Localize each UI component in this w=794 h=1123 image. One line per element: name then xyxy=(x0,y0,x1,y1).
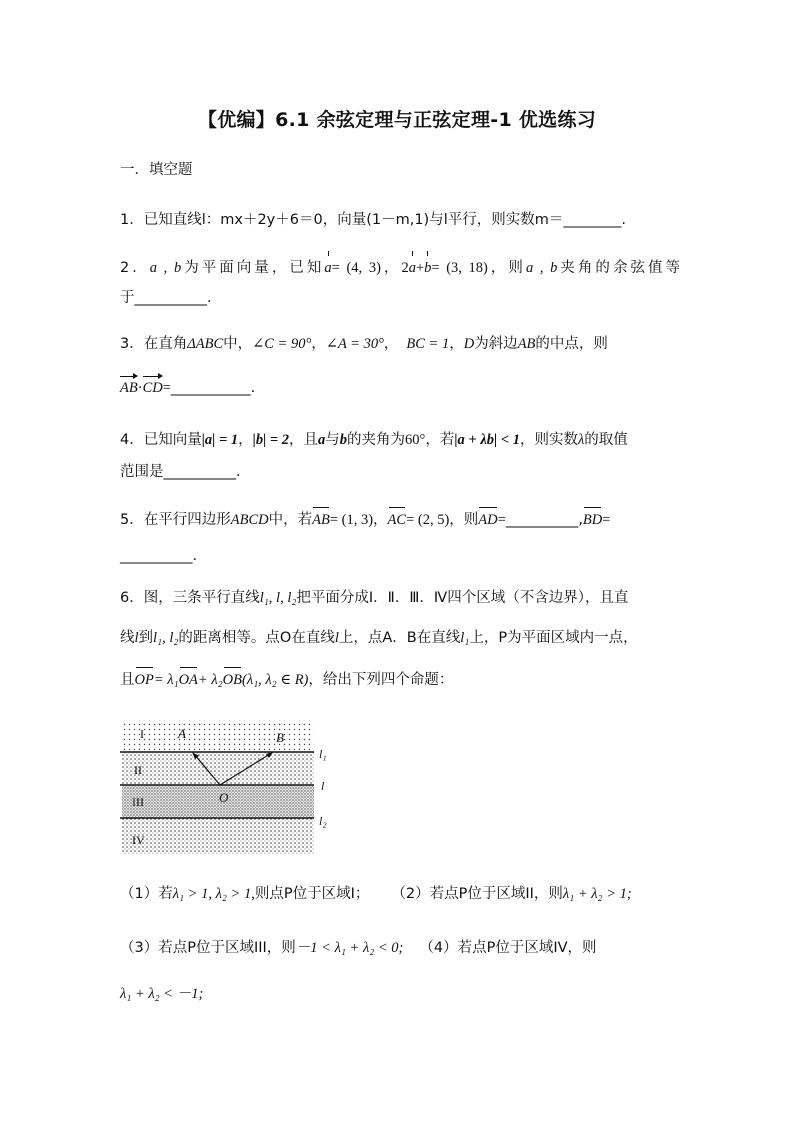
q3-equals: = xyxy=(162,380,171,396)
q6-text-1b: 把平面分成Ⅰ．Ⅱ．Ⅲ．Ⅳ四个区域（不含边界），且直 xyxy=(296,590,629,606)
q5-vector-ac: AC xyxy=(387,512,407,528)
q6-lines-l1-l2: l₁, l₂ xyxy=(153,630,179,646)
q2-end: ． xyxy=(207,290,222,306)
question-1 xyxy=(120,210,680,230)
q6-text-2b: 到 xyxy=(138,630,154,646)
q1-answer-blank[interactable]: ________ xyxy=(563,212,622,228)
question-5-line-2 xyxy=(120,546,680,566)
q6-vector-ob: OB xyxy=(222,672,242,688)
q4-end: ． xyxy=(236,464,251,480)
q5-equals-2: = xyxy=(602,512,611,528)
q2-vectors-ab-2: a , b xyxy=(525,260,558,276)
q3-side-bc: BC = 1 xyxy=(406,336,450,352)
q3-text-f: 的中点，则 xyxy=(535,336,608,352)
prop-4-text: （4）若点P位于区域IV，则 xyxy=(419,940,597,956)
q5-vector-ab: AB xyxy=(312,512,330,528)
line-l1-label: l₁ xyxy=(319,747,327,761)
q2-number: 2． xyxy=(120,260,150,276)
q5-value-2: = (2, 5) xyxy=(406,512,450,528)
q6-text-2d: 上，点A．B在直线 xyxy=(338,630,461,646)
q6-line-l1: l₁ xyxy=(460,630,470,646)
question-5-line-1 xyxy=(120,510,680,530)
prop-3-math: －1 < λ₁ + λ₂ < 0; xyxy=(295,940,404,956)
q2-vectors-ab: a , b xyxy=(149,260,182,276)
q5-text-b: 中，若 xyxy=(268,512,313,528)
q2-text-1: 为平面向量，已知 xyxy=(181,260,325,276)
question-3-line-1 xyxy=(120,334,680,354)
q2-vector-a2: a xyxy=(408,260,416,276)
prop-1-text: （1）若 xyxy=(120,886,173,902)
q1-end: . xyxy=(621,212,626,228)
region-3-label: III xyxy=(132,795,144,809)
q6-text-2a: 线 xyxy=(120,630,135,646)
region-2-fill xyxy=(122,752,314,785)
parallel-lines-figure xyxy=(118,718,334,858)
q6-condition: (λ₁, λ₂ ∈ R) xyxy=(242,672,309,688)
q3-point-d: D xyxy=(463,336,475,352)
q6-line-l: l xyxy=(134,630,139,646)
q3-text-a: 3．在直角 xyxy=(120,336,188,352)
q3-angle-a: ∠A = 30° xyxy=(325,336,384,352)
q4-text-h: 范围是 xyxy=(120,464,164,480)
q3-vector-ab: AB xyxy=(120,380,138,396)
section-heading: 一．填空题 xyxy=(120,162,193,178)
q5-answer-blank-1[interactable]: __________ xyxy=(505,512,579,528)
question-6-line-1 xyxy=(120,588,680,608)
prop-3-text: （3）若点P位于区域III，则 xyxy=(120,940,296,956)
q3-end: . xyxy=(250,380,256,396)
proposition-line-3 xyxy=(120,984,680,1004)
q6-lines: l₁, l, l₂ xyxy=(259,590,297,606)
q4-answer-blank[interactable]: __________ xyxy=(163,464,236,480)
q2-vector-b2: b xyxy=(424,260,432,276)
q6-text-2c: 的距离相等。点O在直线 xyxy=(178,630,335,646)
q6-text-3b: ，给出下列四个命题： xyxy=(308,672,454,688)
q4-text-a: 4．已知向量 xyxy=(120,432,202,448)
region-2-label: II xyxy=(134,763,142,777)
q4-vector-a: a xyxy=(318,432,326,448)
q2-value-2: = (3, 18)，则 xyxy=(431,260,526,276)
q4-text-c: 与 xyxy=(325,432,340,448)
question-2-line-2 xyxy=(120,288,680,308)
q4-vector-b: b xyxy=(339,432,348,448)
region-1-fill xyxy=(122,720,314,752)
q5-vector-ad: AD xyxy=(478,512,498,528)
q3-segment-ab: AB xyxy=(517,336,536,352)
region-4-label: IV xyxy=(132,833,145,847)
q5-text-a: 5．在平行四边形 xyxy=(120,512,231,528)
q5-parallelogram: ABCD xyxy=(230,512,269,528)
q4-abs-a: |a| = 1 xyxy=(201,432,239,448)
q3-vector-cd: CD xyxy=(142,380,163,396)
q5-text-c: ， xyxy=(373,512,388,528)
q3-answer-blank[interactable]: ___________ xyxy=(170,380,251,396)
q5-answer-blank-2[interactable]: __________ xyxy=(120,548,193,564)
q2-text-3: 于 xyxy=(120,290,135,306)
q6-plus-lambda2: + λ₂ xyxy=(197,672,223,688)
q6-text-3a: 且 xyxy=(120,672,135,688)
q1-text: 1．已知直线l：mx＋2y＋6＝0，向量(1－m,1)与l平行，则实数m＝ xyxy=(120,212,564,228)
q4-text-d: 的夹角为 xyxy=(347,432,406,448)
q4-text-g: 的取值 xyxy=(584,432,628,448)
q5-equals-1: = xyxy=(497,512,506,528)
q5-comma: , xyxy=(578,512,583,528)
q5-end: . xyxy=(192,548,198,564)
q6-vector-oa: OA xyxy=(178,672,198,688)
q6-vector-op: OP xyxy=(134,672,154,688)
question-6-line-2 xyxy=(120,628,680,648)
prop-1-math: λ₁ > 1, λ₂ > 1, xyxy=(172,886,255,902)
question-4-line-2 xyxy=(120,462,680,482)
question-4-line-1 xyxy=(120,430,680,450)
q4-inequality: |a + λb| < 1 xyxy=(454,432,520,448)
q5-value-1: = (1, 3) xyxy=(329,512,374,528)
point-o-label: O xyxy=(219,790,229,805)
q3-angle-c: ∠C = 90° xyxy=(252,336,312,352)
q4-angle: 60° xyxy=(405,432,426,448)
region-1-label: I xyxy=(140,727,144,741)
q4-text-f: ，则实数 xyxy=(519,432,578,448)
point-a-label: A xyxy=(178,726,186,741)
question-6-line-3 xyxy=(120,670,680,690)
prop-2-text: （2）若点P位于区域II，则 xyxy=(391,886,563,902)
q3-comma-2: ， xyxy=(383,336,399,352)
point-b-label: B xyxy=(276,730,284,745)
q2-plus: + xyxy=(415,260,425,276)
region-3-fill xyxy=(122,785,314,818)
q4-sep: ， xyxy=(238,432,253,448)
line-l-label: l xyxy=(321,779,325,793)
q3-comma-1: ， xyxy=(311,336,326,352)
proposition-line-2 xyxy=(120,938,680,958)
line-l2-label: l₂ xyxy=(319,814,327,828)
question-2-line-1 xyxy=(120,258,680,278)
prop-2-math: λ₁ + λ₂ > 1; xyxy=(562,886,632,902)
q6-text-2e: 上，P为平面区域内一点， xyxy=(469,630,638,646)
q2-value-1: = (4, 3)， xyxy=(331,260,402,276)
q3-text-b: 中， xyxy=(223,336,253,352)
q6-text-1a: 6．图，三条平行直线 xyxy=(120,590,260,606)
q5-text-d: ，则 xyxy=(449,512,479,528)
q5-vector-bd: BD xyxy=(582,512,603,528)
q4-text-b: ，且 xyxy=(289,432,319,448)
q2-vector-a: a xyxy=(324,260,332,276)
q3-text-e: 为斜边 xyxy=(474,336,518,352)
q4-abs-b: |b| = 2 xyxy=(252,432,290,448)
question-3-line-2 xyxy=(120,378,680,398)
q2-text-2: 夹角的余弦值等 xyxy=(557,260,681,276)
q2-answer-blank[interactable]: __________ xyxy=(134,290,207,306)
q2-coef: 2 xyxy=(401,260,409,276)
prop-1-text-b: 则点P位于区域Ⅰ； xyxy=(254,886,370,902)
q3-dot: · xyxy=(137,380,143,396)
region-4-fill xyxy=(122,818,314,854)
proposition-line-1 xyxy=(120,884,680,904)
page-title: 【优编】6.1 余弦定理与正弦定理-1 优选练习 xyxy=(197,109,597,131)
q6-eq-lambda1: = λ₁ xyxy=(153,672,179,688)
q4-text-e: ，若 xyxy=(425,432,455,448)
q4-lambda: λ xyxy=(577,432,585,448)
q6-line-l-2: l xyxy=(334,630,339,646)
prop-4-math: λ₁ + λ₂ < －1; xyxy=(120,986,204,1002)
q3-comma-3: ， xyxy=(449,336,464,352)
q3-triangle: ΔABC xyxy=(187,336,224,352)
